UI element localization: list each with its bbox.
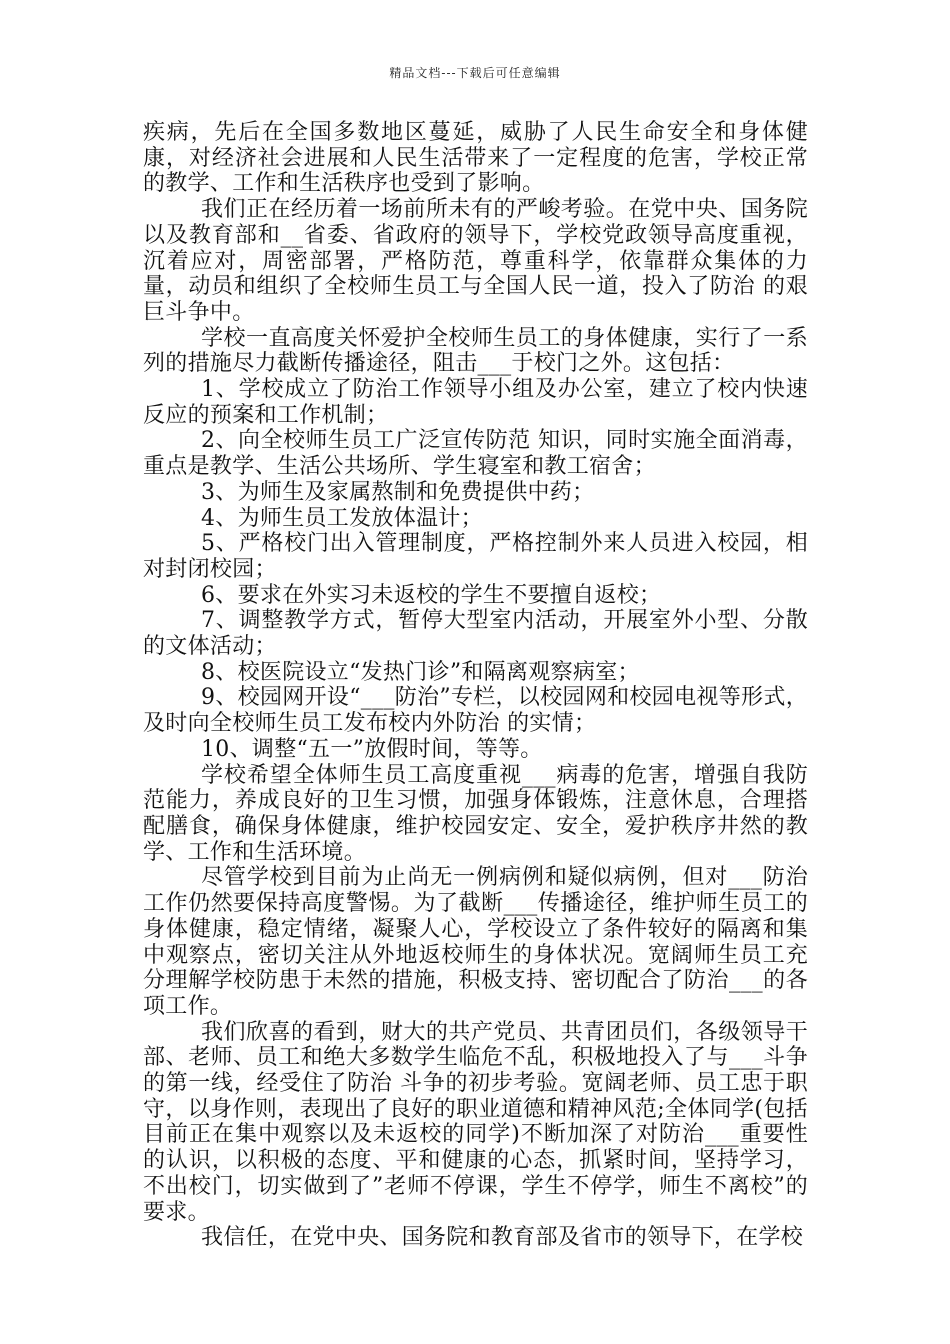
paragraph: 疾病，先后在全国多数地区蔓延，威胁了人民生命安全和身体健康，对经济社会进展和人民生活带来了一定程度的危害，学校正常的教学、工作和生活秩序也受到了影响。 [143, 120, 808, 197]
list-item: 7、调整教学方式，暂停大型室内活动，开展室外小型、分散的文体活动； [143, 608, 808, 660]
document-body [143, 120, 808, 1251]
paragraph: 学校希望全体师生员工高度重视___病毒的危害，增强自我防范能力，养成良好的卫生习惯，加强身体锻炼，注意休息，合理搭配膳食，确保身体健康，维护校园安定、安全，爱护秩序井然的教学、工作和生活环境。 [143, 762, 808, 865]
list-item: 9、校园网开设“___防治”专栏，以校园网和校园电视等形式，及时向全校师生员工发布校内外防治 的实情； [143, 685, 808, 737]
paragraph: 我们欣喜的看到，财大的共产党员、共青团员们，各级领导干部、老师、员工和绝大多数学生临危不乱，积极地投入了与___斗争的第一线，经受住了防治 斗争的初步考验。宽阔老师、员工忠于职守，以身作则，表现出了良好的职业道德和精神风范;全体同学(包括目前正在集中观察以及未返校的同学)不断加深了对防治___重要性的认识，以积极的态度、平和健康的心态，抓紧时间，坚持学习，不出校门，切实做到了”老师不停课，学生不停学，师生不离校”的要求。 [143, 1019, 808, 1225]
list-item: 1、学校成立了防治工作领导小组及办公室，建立了校内快速反应的预案和工作机制； [143, 377, 808, 428]
list-item: 6、要求在外实习未返校的学生不要擅自返校； [201, 582, 662, 608]
list-item: 4、为师生员工发放体温计； [201, 505, 483, 531]
list-item: 10、调整“五一”放假时间，等等。 [201, 736, 543, 762]
paragraph: 尽管学校到目前为止尚无一例病例和疑似病例，但对___防治工作仍然要保持高度警惕。为了截断___传播途径，维护师生员工的身体健康，稳定情绪，凝聚人心，学校设立了条件较好的隔离和集中观察点，密切关注从外地返校师生的身体状况。宽阔师生员工充分理解学校防患于未然的措施，积极支持、密切配合了防治___的各项工作。 [143, 865, 808, 1019]
paragraph: 我信任，在党中央、国务院和教育部及省市的领导下，在学校 [201, 1225, 804, 1251]
page-header: 精品文档---下载后可任意编辑 [389, 66, 561, 80]
paragraph: 我们正在经历着一场前所未有的严峻考验。在党中央、国务院以及教育部和__省委、省政府的领导下，学校党政领导高度重视，沉着应对，周密部署，严格防范，尊重科学，依靠群众集体的力量，动员和组织了全校师生员工与全国人民一道，投入了防治 的艰巨斗争中。 [143, 197, 808, 325]
list-item: 8、校医院设立“发热门诊”和隔离观察病室； [201, 659, 640, 685]
list-item: 2、向全校师生员工广泛宣传防范 知识，同时实施全面消毒，重点是教学、生活公共场所、学生寝室和教工宿舍； [143, 428, 808, 480]
list-item: 3、为师生及家属熬制和免费提供中药； [201, 479, 595, 505]
paragraph: 学校一直高度关怀爱护全校师生员工的身体健康，实行了一系列的措施尽力截断传播途径，阻击___于校门之外。这包括： [143, 325, 808, 377]
list-item: 5、严格校门出入管理制度，严格控制外来人员进入校园，相对封闭校园； [143, 531, 808, 582]
